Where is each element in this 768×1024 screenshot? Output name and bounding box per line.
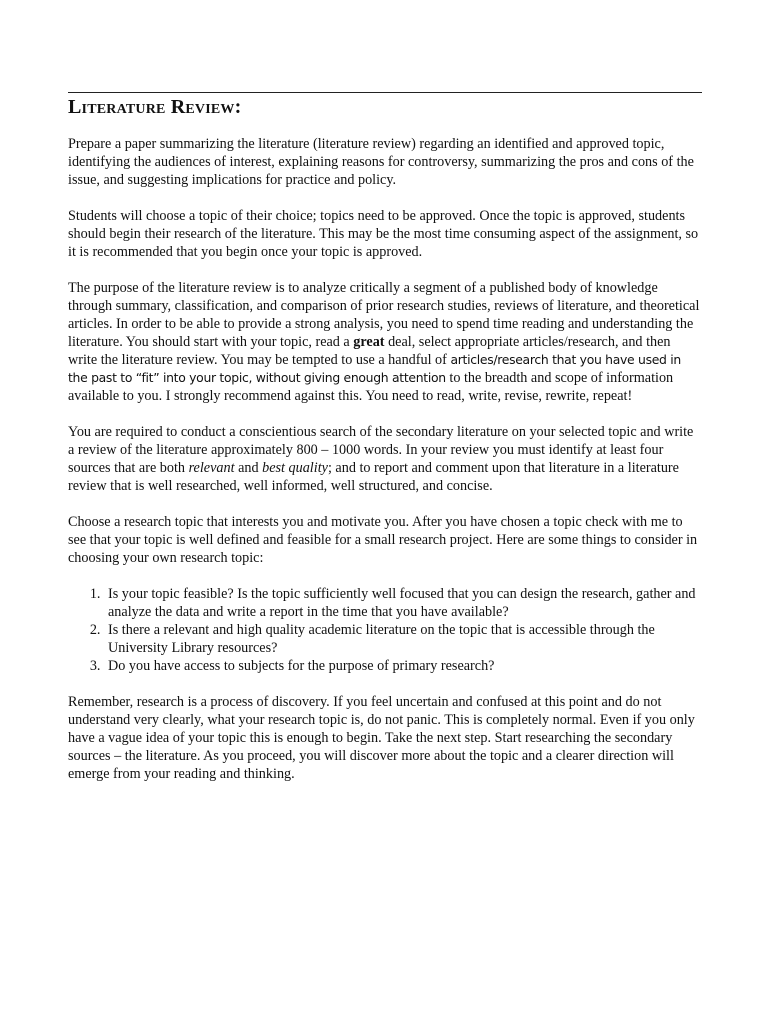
purpose-text-3: to the breadth and scope of information available to you. I strongly recommend against this. You need to read, write, revise, rewrite, repeat! bbox=[68, 370, 674, 404]
considerations-list bbox=[68, 585, 702, 675]
document-body bbox=[68, 135, 702, 801]
paragraph-closing: Remember, research is a process of discovery. If you feel uncertain and confused at this point and do not understand very clearly, what your research topic is, do not panic. This is completely normal. Even if you only have a vague idea of your topic this is enough to begin. Take the next step. Start researching the secondary sources – the literature. As you proceed, you will discover more about the topic and a clearer direction will emerge from your reading and thinking. bbox=[68, 694, 695, 782]
purpose-text-sans: articles/research that you have used in the past to “fit” into your topic, without giving enough attention bbox=[68, 352, 681, 385]
requirements-text-3: ; and to report and comment upon that literature in a literature review that is well researched, well informed, well structured, and concise. bbox=[68, 460, 679, 494]
paragraph-requirements bbox=[68, 423, 702, 495]
list-item: 2. Is there a relevant and high quality academic literature on the topic that is accessible through the University Library resources? bbox=[104, 621, 702, 657]
purpose-text-2: deal, select appropriate articles/research, and then write the literature review. You may be tempted to use a handful of bbox=[68, 334, 671, 368]
emphasis-relevant: relevant bbox=[188, 460, 235, 476]
requirements-text-2: and bbox=[234, 460, 263, 476]
paragraph-purpose bbox=[68, 279, 702, 405]
purpose-text-1: The purpose of the literature review is to analyze critically a segment of a published body of knowledge through summary, classification, and comparison of prior research studies, reviews of literature, and theoretical articles. In order to be able to provide a strong analysis, you need to spend time reading and understanding the literature. You should start with your topic, read a bbox=[68, 280, 700, 350]
page-title: Literature Review: bbox=[68, 96, 242, 118]
requirements-text-1: You are required to conduct a conscientious search of the secondary literature on your selected topic and write a review of the literature approximately 800 – 1000 words. In your review you must identify at least four sources that are both bbox=[68, 424, 694, 476]
paragraph-intro: Prepare a paper summarizing the literature (literature review) regarding an identified and approved topic, identifying the audiences of interest, explaining reasons for controversy, summarizing the pros and cons of the issue, and suggesting implications for practice and policy. bbox=[68, 136, 694, 188]
paragraph-choose-topic: Choose a research topic that interests you and motivate you. After you have chosen a topic check with me to see that your topic is well defined and feasible for a small research project. Here are some things to consider in choosing your own research topic: bbox=[68, 514, 698, 566]
emphasis-best-quality: best quality bbox=[262, 460, 328, 476]
emphasis-great: great bbox=[353, 334, 385, 350]
list-item: 1. Is your topic feasible? Is the topic sufficiently well focused that you can design the research, gather and analyze the data and write a report in the time that you have available? bbox=[104, 585, 702, 621]
paragraph-topic-approval: Students will choose a topic of their choice; topics need to be approved. Once the topic is approved, students should begin their research of the literature. This may be the most time consuming aspect of the assignment, so it is recommended that you begin once your topic is approved. bbox=[68, 208, 699, 260]
list-item: 3. Do you have access to subjects for the purpose of primary research? bbox=[104, 657, 702, 675]
